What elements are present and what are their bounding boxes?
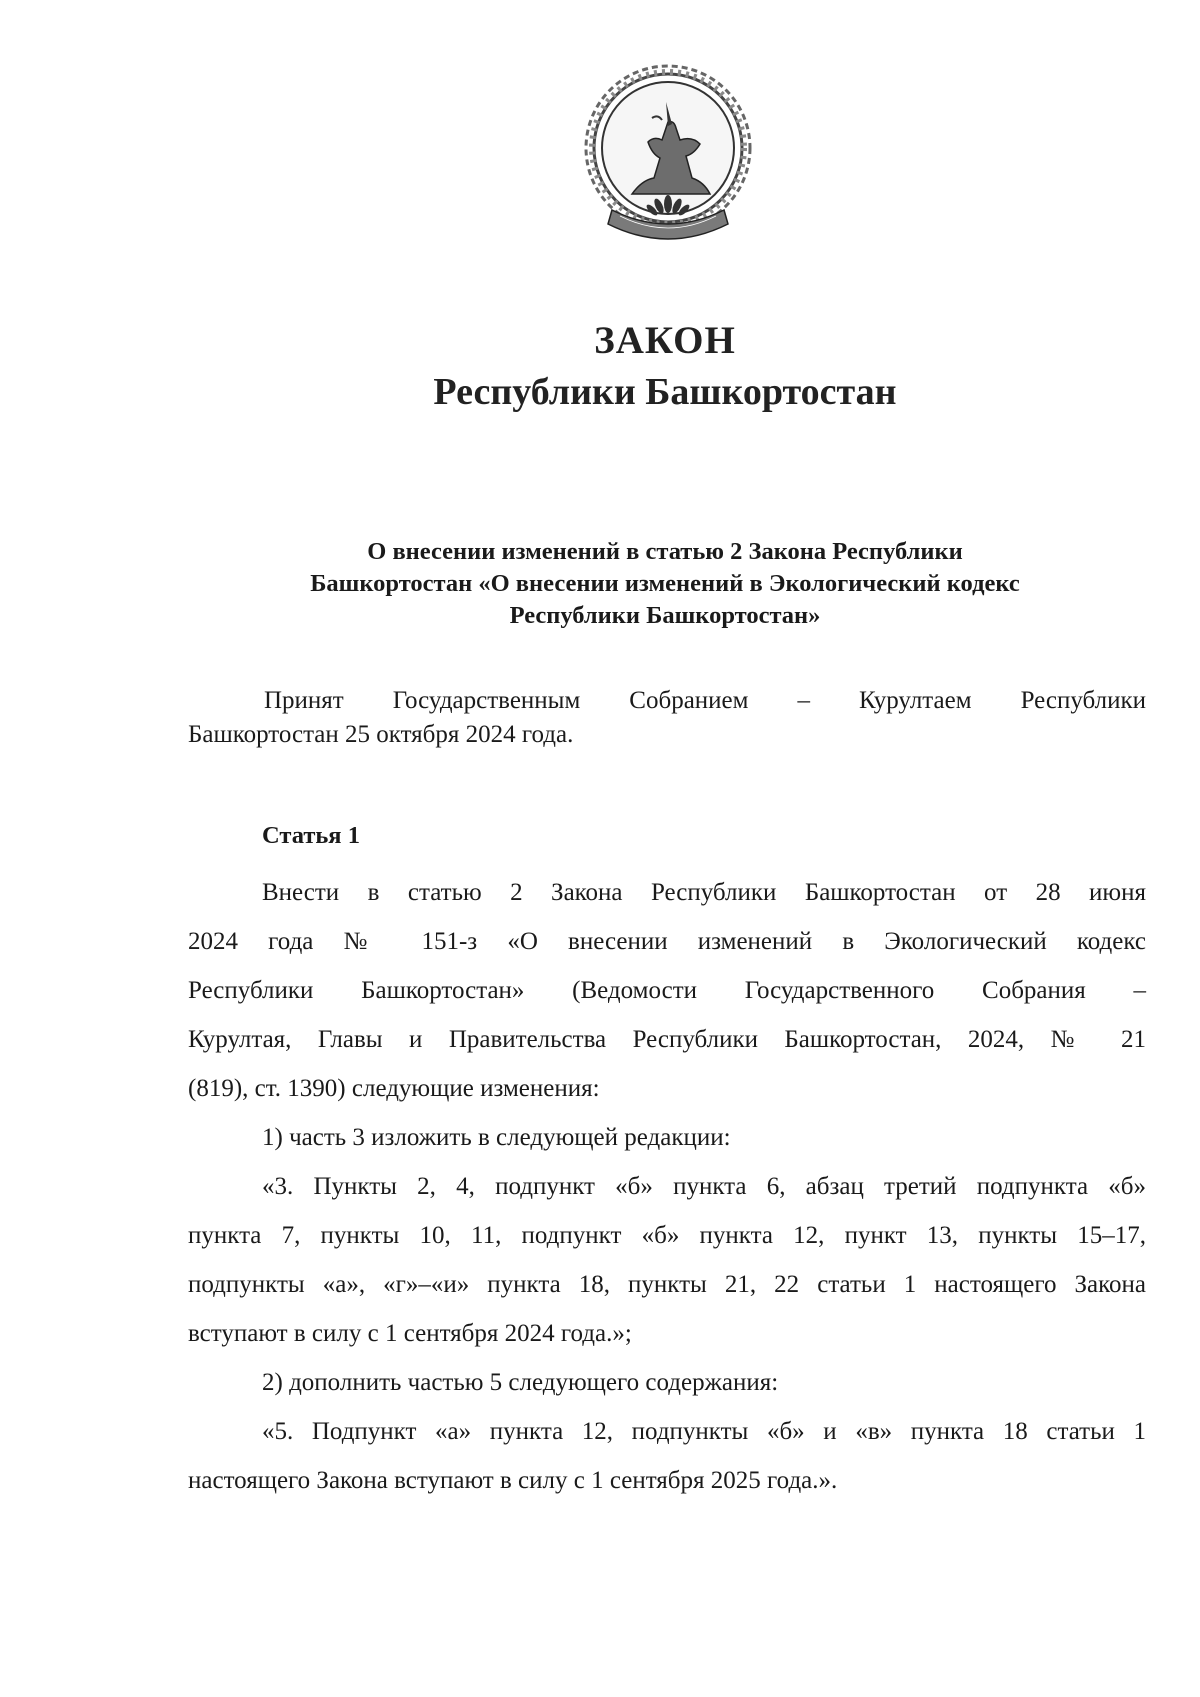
quote-line: «3. Пункты 2, 4, подпункт «б» пункта 6, абзац третий подпункта «б» bbox=[262, 1173, 1146, 1200]
adoption-word: Собранием bbox=[629, 687, 749, 714]
adoption-word: Курултаем bbox=[858, 687, 972, 714]
adoption-statement bbox=[188, 684, 1146, 752]
adoption-word: Принят bbox=[264, 687, 344, 714]
adoption-date-line: Башкортостан 25 октября 2024 года. bbox=[188, 721, 574, 748]
paragraph-line: (819), ст. 1390) следующие изменения: bbox=[188, 1075, 600, 1102]
paragraph-line: 2024 года № 151-з «О внесении изменений в Экологический кодекс bbox=[188, 928, 1146, 955]
amendment-item-2: 2) дополнить частью 5 следующего содержания: bbox=[262, 1369, 779, 1396]
quote-line: вступают в силу с 1 сентября 2024 года.»; bbox=[188, 1320, 632, 1347]
quote-line: подпункты «а», «г»–«и» пункта 18, пункты 21, 22 статьи 1 настоящего Закона bbox=[188, 1271, 1146, 1298]
law-title-line: О внесении изменений в статью 2 Закона Республики bbox=[367, 538, 963, 565]
paragraph-line: Внести в статью 2 Закона Республики Башкортостан от 28 июня bbox=[262, 879, 1146, 906]
amendment-item-1: 1) часть 3 изложить в следующей редакции: bbox=[262, 1124, 731, 1151]
law-title bbox=[250, 536, 1080, 632]
article-paragraph bbox=[188, 868, 1146, 1113]
adoption-word: Республики bbox=[1020, 687, 1146, 714]
adoption-word: Государственным bbox=[392, 687, 581, 714]
quote-line: пункта 7, пункты 10, 11, подпункт «б» пункта 12, пункт 13, пункты 15–17, bbox=[188, 1222, 1146, 1249]
law-subheading: Республики Башкортостан bbox=[433, 371, 897, 413]
adoption-word: – bbox=[797, 687, 810, 714]
amendment-quote-1 bbox=[188, 1162, 1146, 1358]
law-heading: ЗАКОН bbox=[594, 319, 736, 362]
amendment-quote-2 bbox=[188, 1407, 1146, 1505]
quote-line: «5. Подпункт «а» пункта 12, подпункты «б» и «в» пункта 18 статьи 1 bbox=[262, 1418, 1146, 1445]
law-title-line: Республики Башкортостан» bbox=[509, 602, 821, 629]
law-title-line: Башкортостан «О внесении изменений в Экологический кодекс bbox=[310, 570, 1020, 597]
quote-line: настоящего Закона вступают в силу с 1 сентября 2025 года.». bbox=[188, 1467, 838, 1494]
bashkortostan-coat-of-arms-icon bbox=[582, 62, 754, 248]
article-title: Статья 1 bbox=[262, 822, 360, 849]
paragraph-line: Курултая, Главы и Правительства Республики Башкортостан, 2024, № 21 bbox=[188, 1026, 1146, 1053]
paragraph-line: Республики Башкортостан» (Ведомости Государственного Собрания – bbox=[188, 977, 1146, 1004]
article-body bbox=[188, 868, 1146, 1505]
